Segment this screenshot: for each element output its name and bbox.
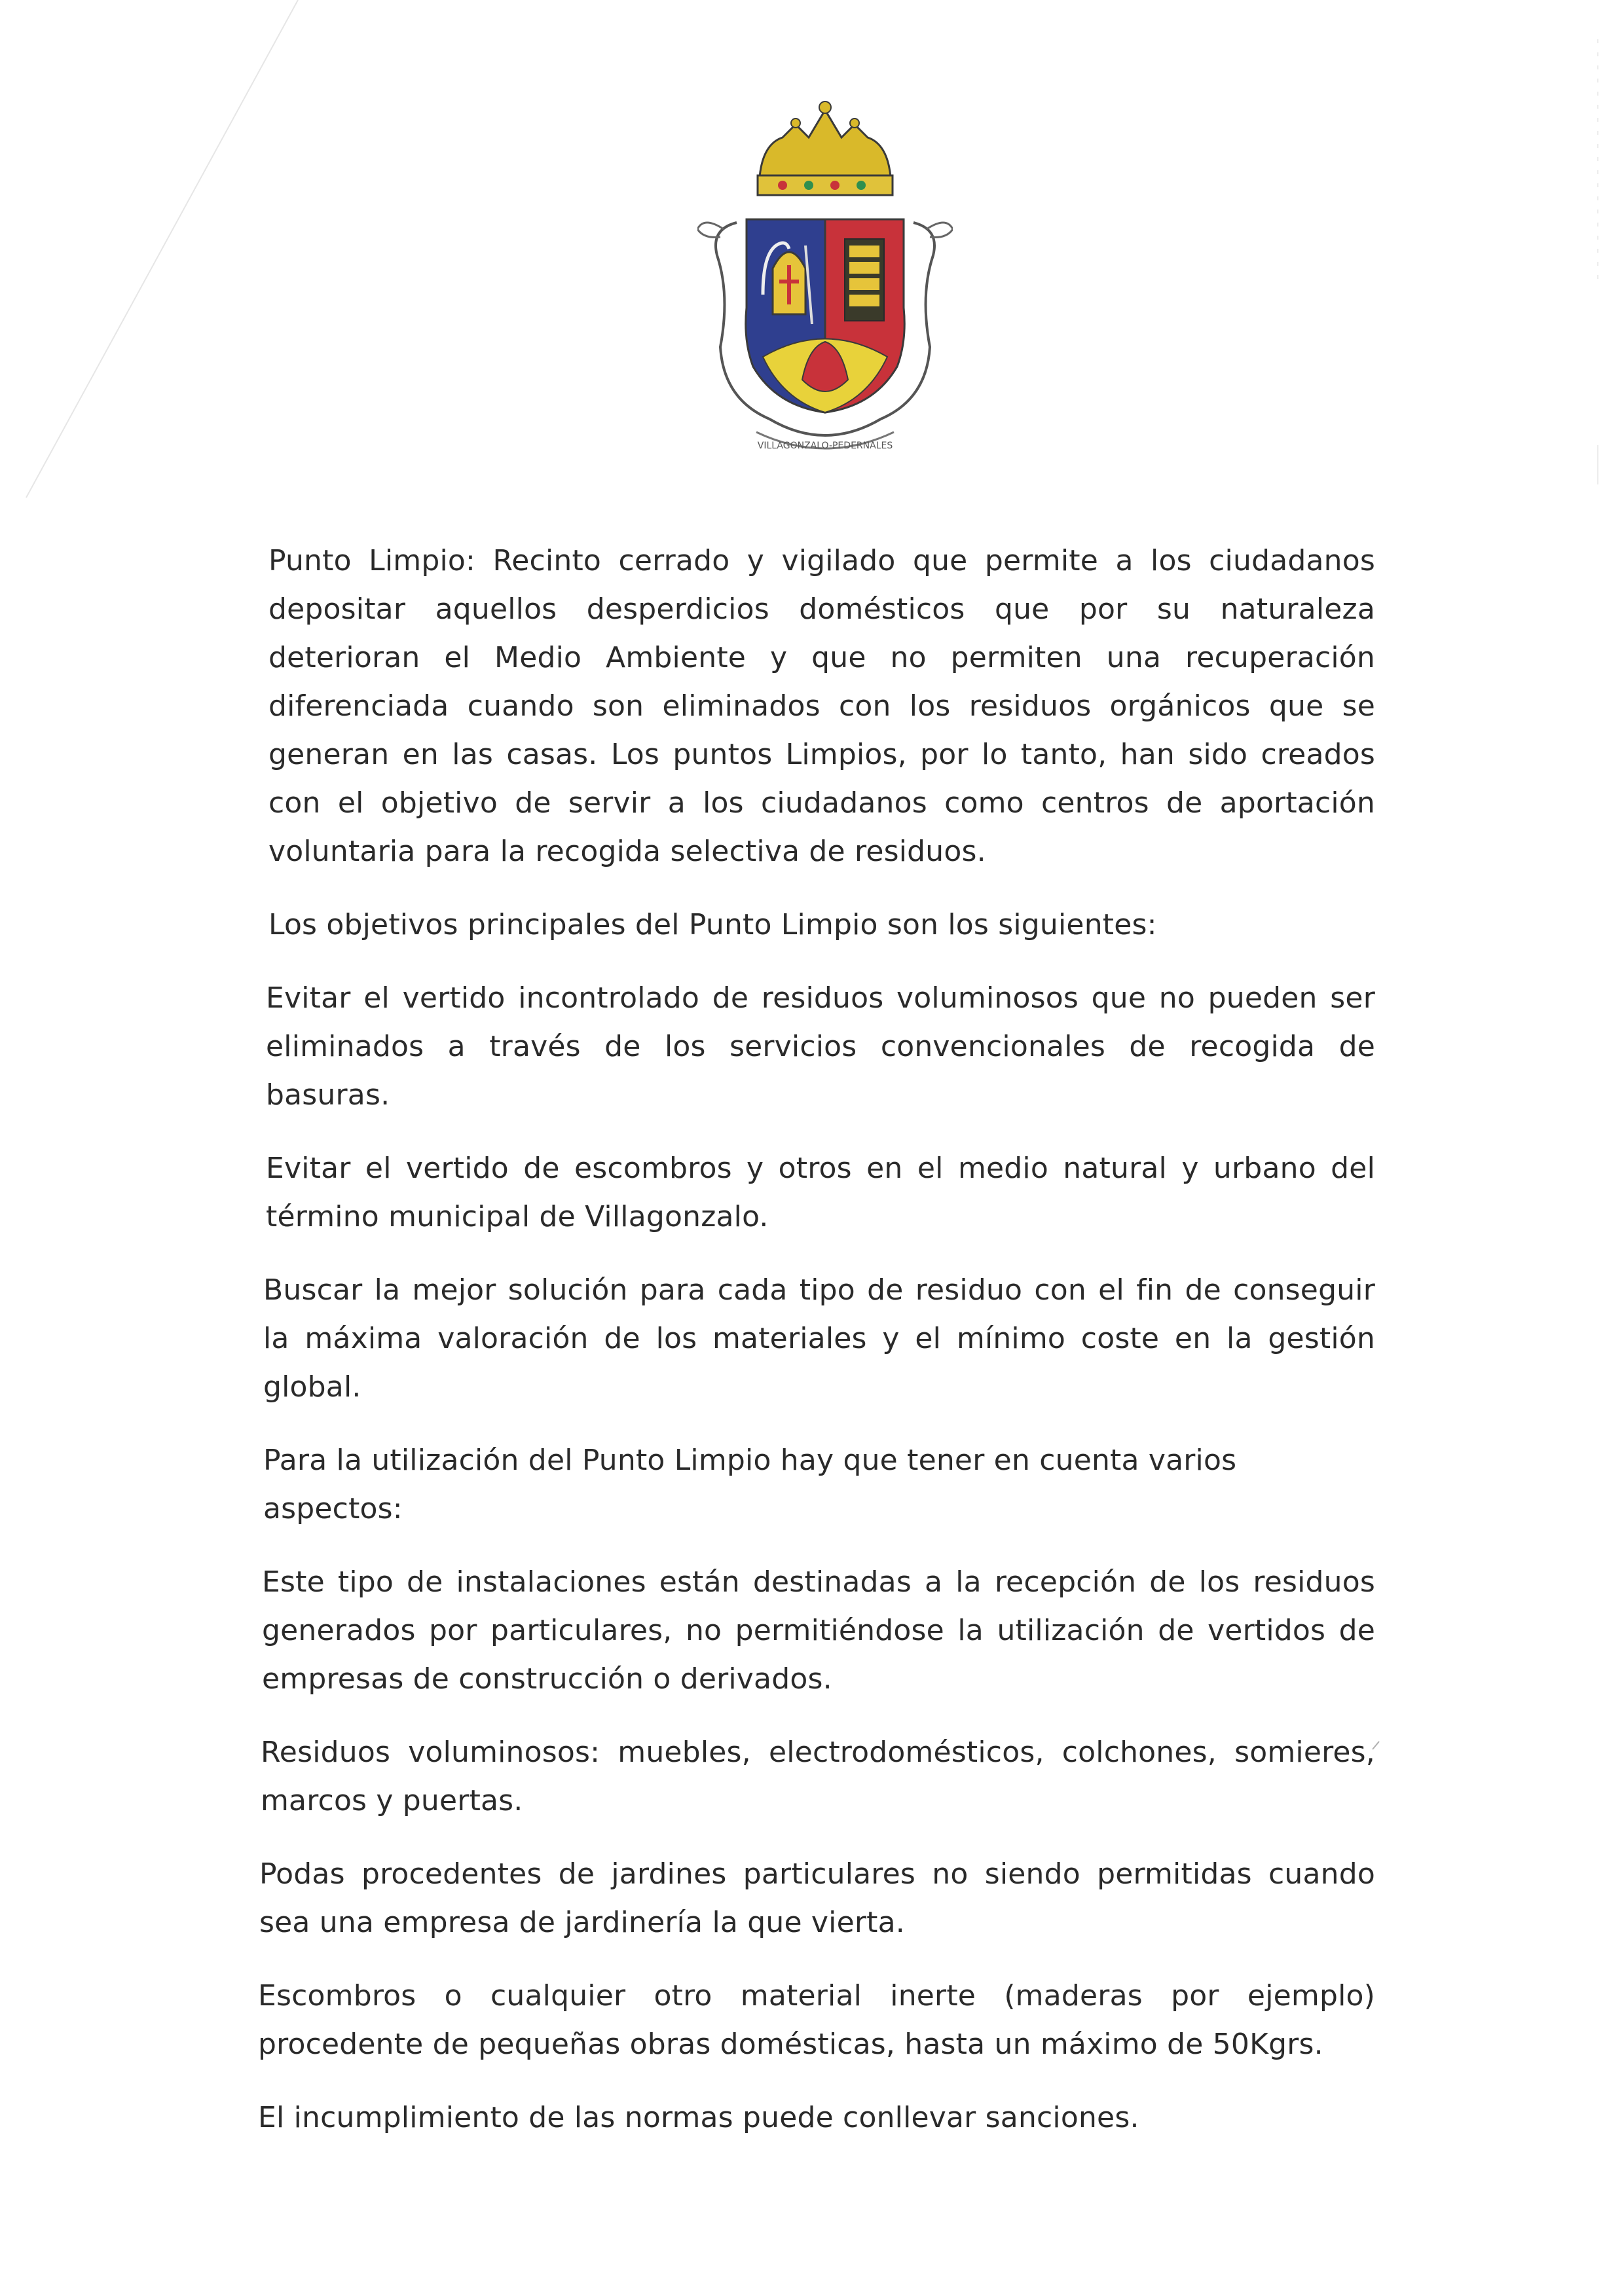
paragraph-usage-3: Podas procedentes de jardines particulares no siendo permitidas cuando sea una empresa de jardinería la que vierta. [259, 1857, 1375, 1939]
paragraph-objective-3: Buscar la mejor solución para cada tipo de residuo con el fin de conseguir la máxima valoración de los materiales y el mínimo coste en la gestión global. [263, 1273, 1375, 1404]
paragraph-sanctions: El incumplimiento de las normas puede conllevar sanciones. [258, 2101, 1139, 2134]
crest-motto: VILLAGONZALO-PEDERNALES [757, 441, 893, 451]
crown-icon [758, 101, 893, 195]
paragraph-usage-2: Residuos voluminosos: muebles, electrodomésticos, colchones, somieres, marcos y puertas. [261, 1736, 1375, 1817]
municipal-coat-of-arms [697, 98, 953, 465]
paragraph-usage-4: Escombros o cualquier otro material inerte (maderas por ejemplo) procedente de pequeñas obras domésticas, hasta un máximo de 50Kgrs. [258, 1979, 1375, 2061]
shield [746, 219, 905, 412]
paragraph-objectives-intro: Los objetivos principales del Punto Limpio son los siguientes: [268, 908, 1157, 941]
paragraph-usage-intro: Para la utilización del Punto Limpio hay que tener en cuenta varios aspectos: [263, 1444, 1237, 1525]
paragraph-usage-1: Este tipo de instalaciones están destinadas a la recepción de los residuos generados por particulares, no permitiéndose la utilización de vertidos de empresas de construcción o derivados. [262, 1565, 1375, 1696]
document-body [255, 537, 1375, 2167]
paragraph-objective-2: Evitar el vertido de escombros y otros en el medio natural y urbano del término municipal de Villagonzalo. [266, 1152, 1375, 1233]
paragraph-definition: Punto Limpio: Recinto cerrado y vigilado que permite a los ciudadanos depositar aquellos desperdicios domésticos que por su naturaleza deterioran el Medio Ambiente y que no permiten una recuperación diferenciada cuando son eliminados con los residuos orgánicos que se generan en las casas. Los puntos Limpios, por lo tanto, han sido creados con el objetivo de servir a los ciudadanos como centros de aportación voluntaria para la recogida selectiva de residuos. [268, 544, 1375, 868]
paragraph-objective-1: Evitar el vertido incontrolado de residuos voluminosos que no pueden ser eliminados a través de los servicios convencionales de recogida de basuras. [266, 981, 1375, 1112]
